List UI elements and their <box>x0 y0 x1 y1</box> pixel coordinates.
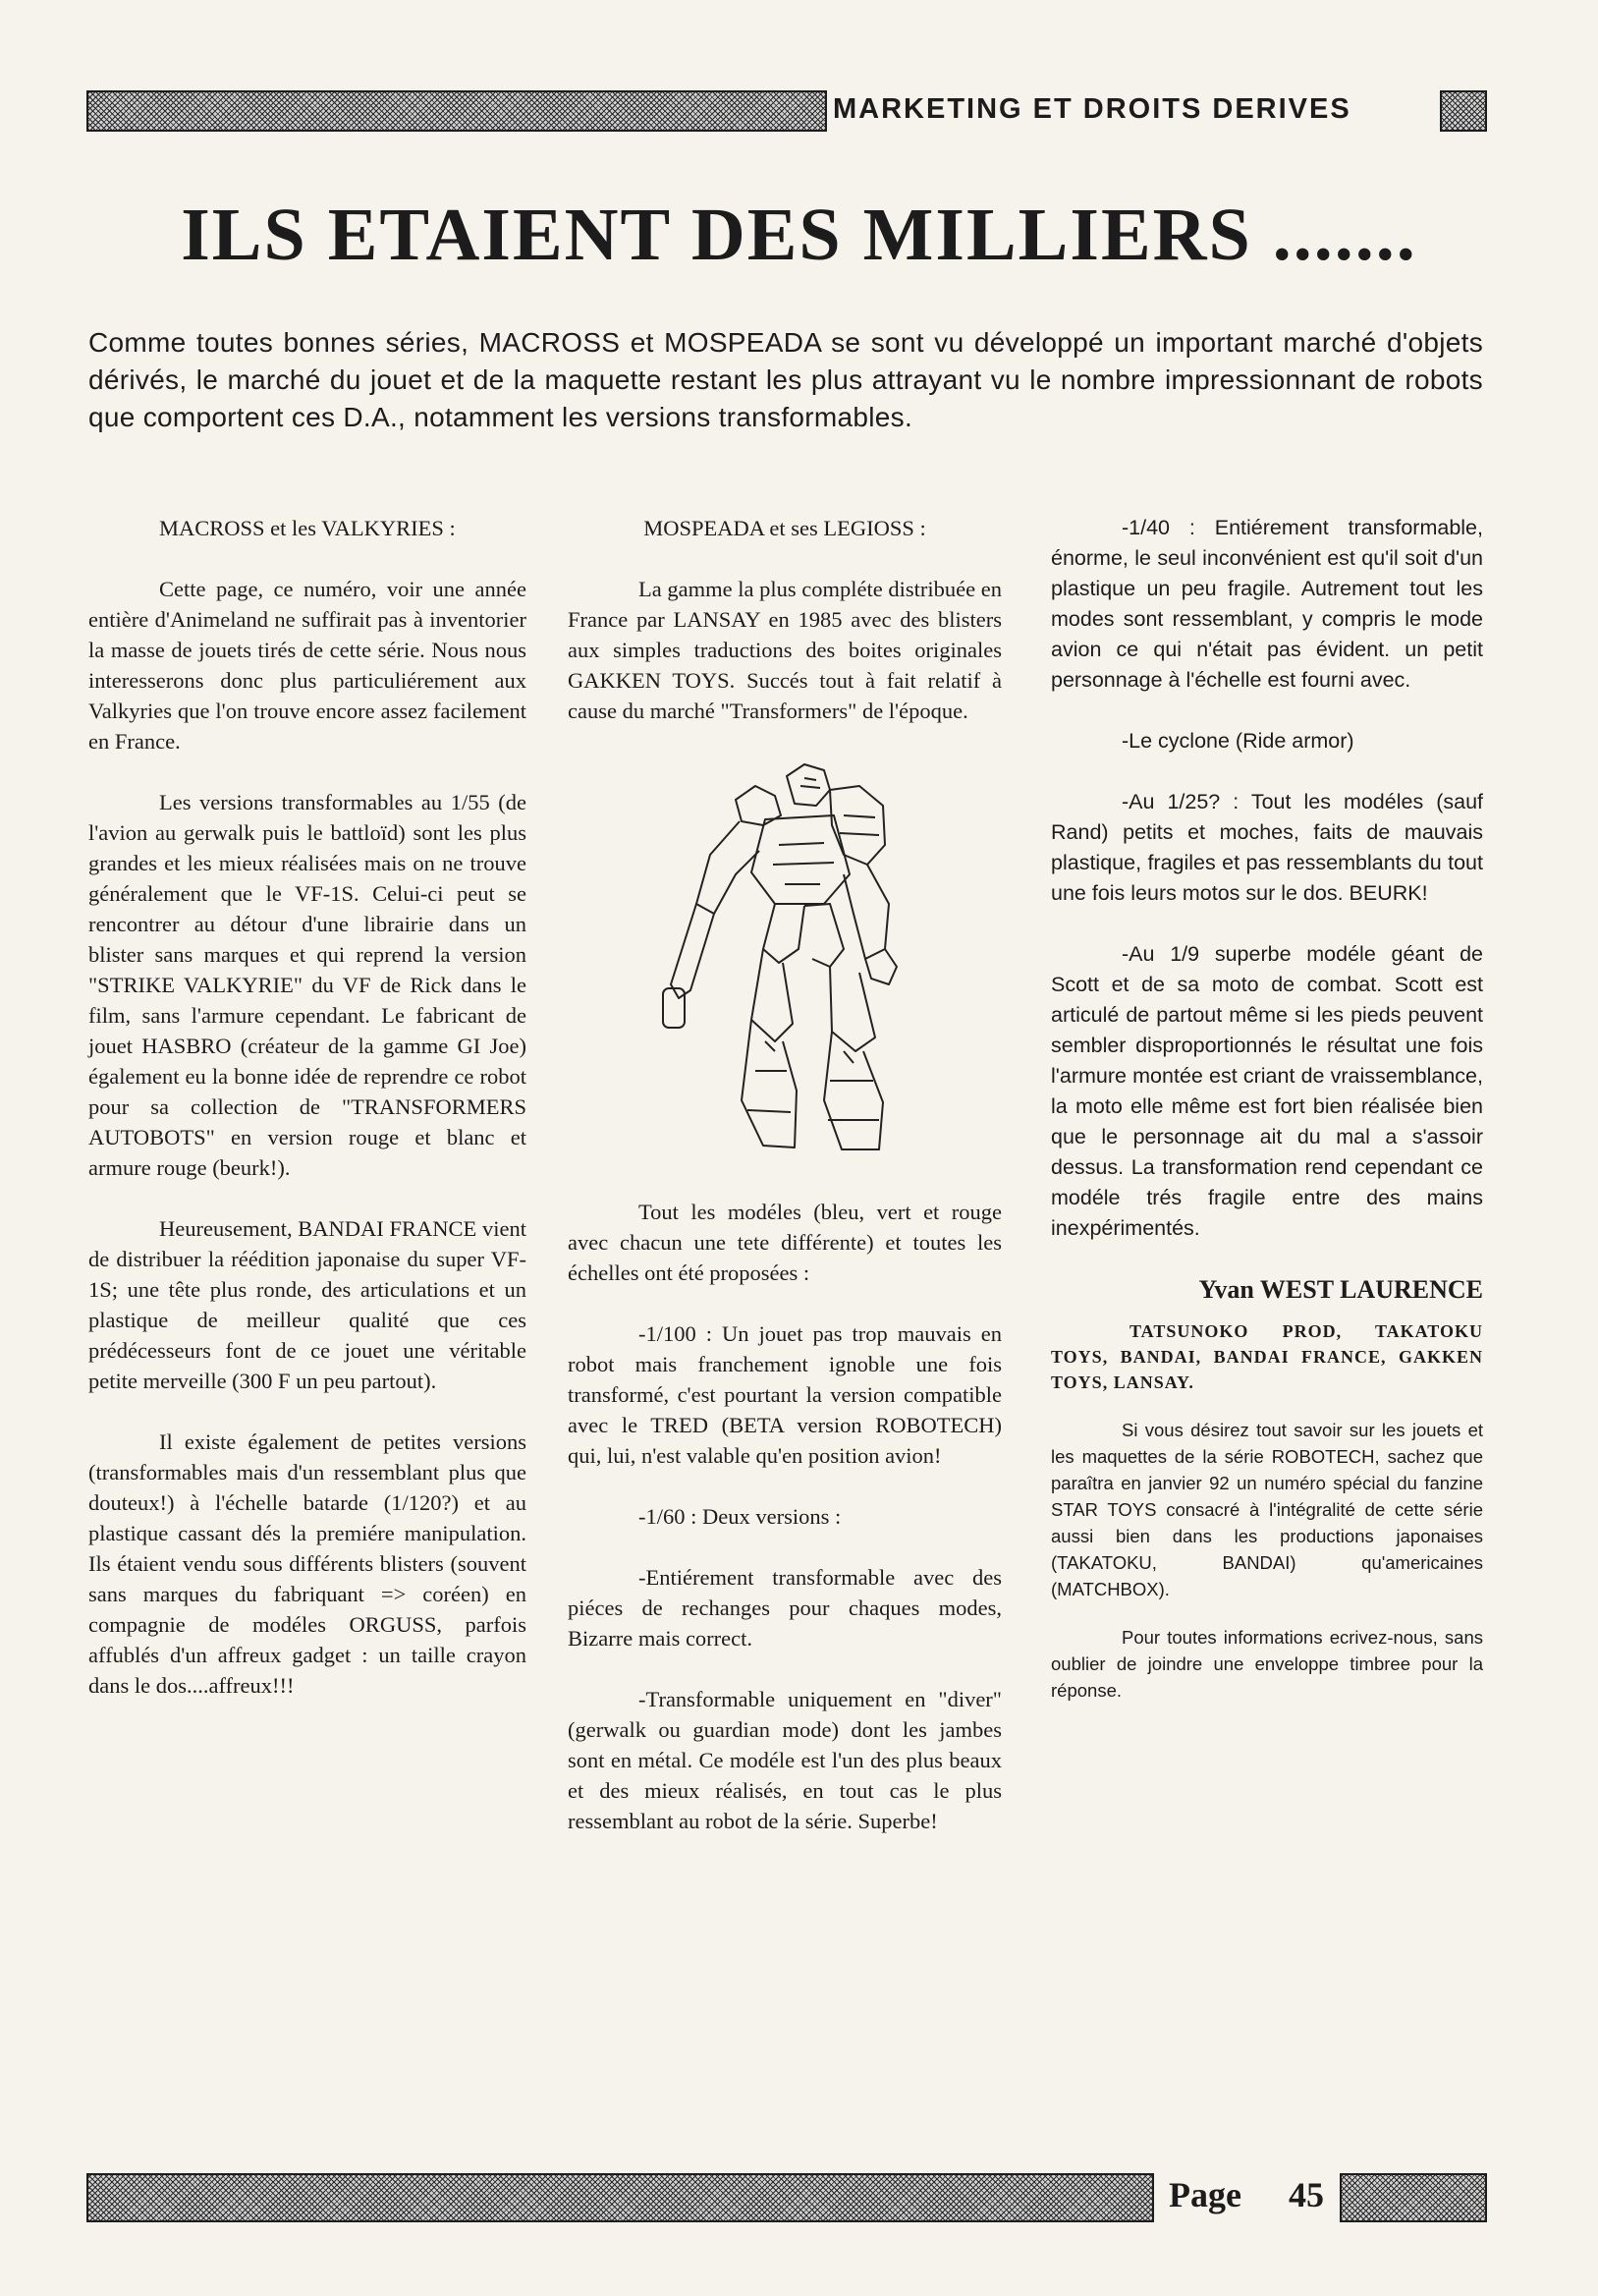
column-heading: MACROSS et les VALKYRIES : <box>159 516 456 540</box>
paragraph: -1/60 : Deux versions : <box>638 1504 842 1529</box>
page-label-text: Page <box>1169 2175 1241 2214</box>
page-headline: ILS ETAIENT DES MILLIERS ....... <box>181 194 1417 276</box>
section-title: MARKETING ET DROITS DERIVES <box>833 93 1351 125</box>
footer-hatch-bar <box>86 2173 1154 2222</box>
paragraph: Les versions transformables au 1/55 (de l'avion au gerwalk puis le battloïd) sont les plus grandes et les mieux réalisées mais on ne trouve généralement que le VF-1S. Celui-ci peut se rencontrer au détour d'une librairie dans un blister sans marques et qui reprend la version "STRIKE VALKYRIE" du VF de Rick dans le film, sans l'armure cependant. Le fabricant de jouet HASBRO (créateur de la gamme GI Joe) également eu la bonne idée de reprendre ce robot pour sa collection de "TRANSFORMERS AUTOBOTS" en version rouge et blanc et armure rouge (beurk!). <box>88 790 526 1180</box>
intro-paragraph: Comme toutes bonnes séries, MACROSS et MOSPEADA se sont vu développé un important marché d'objets dérivés, le marché du jouet et de la maquette restant les plus attrayant vu le nombre impressionnant de robots que comportent ces D.A., notamment les versions transformables. <box>88 327 1483 432</box>
paragraph: La gamme la plus compléte distribuée en France par LANSAY en 1985 avec des blisters aux simples traductions des boites originales GAKKEN TOYS. Succés tout à fait relatif à cause du marché "Transformers" de l'époque. <box>568 577 1002 723</box>
paragraph: -Au 1/25? : Tout les modéles (sauf Rand) petits et moches, faits de mauvais plastique, fragiles et pas ressemblants du tout une fois leurs motos sur le dos. BEURK! <box>1051 790 1483 905</box>
legioss-robot-illustration <box>657 756 912 1161</box>
column-heading: MOSPEADA et ses LEGIOSS : <box>643 516 926 540</box>
note-paragraph: Pour toutes informations ecrivez-nous, sans oublier de joindre une enveloppe timbree pour la réponse. <box>1051 1627 1483 1701</box>
page-number <box>1169 2171 1324 2218</box>
page-number-value: 45 <box>1288 2175 1324 2214</box>
footer-hatch-end <box>1340 2173 1487 2222</box>
paragraph: -Transformable uniquement en "diver" (gerwalk ou guardian mode) dont les jambes sont en métal. Ce modéle est l'un des plus beaux et des mieux réalisés, en tout cas le plus ressemblant au robot de la série. Superbe! <box>568 1687 1002 1833</box>
column-continued <box>1051 513 1483 1725</box>
paragraph: Il existe également de petites versions (transformables mais d'un ressemblant plus que douteux!) à l'échelle batarde (1/120?) et au plastique cassant dés la premiére manipulation. Ils étaient vendu sous différents blisters (souvent sans marques du fabriquant => coréen) en compagnie de modéles ORGUSS, parfois affublés d'un affreux gadget : un taille crayon dans le dos....affreux!!! <box>88 1429 526 1698</box>
note-paragraph: Si vous désirez tout savoir sur les jouets et les maquettes de la série ROBOTECH, sachez que paraîtra en janvier 92 un numéro spécial du fanzine STAR TOYS consacré à l'intégralité de cette série aussi bien dans les productions japonaises (TAKATOKU, BANDAI) qu'americaines (MATCHBOX). <box>1051 1420 1483 1599</box>
header-hatch-bar <box>86 90 827 132</box>
column-mospeada <box>568 513 1002 1867</box>
paragraph: -Entiérement transformable avec des piéces de rechanges pour chaques modes, Bizarre mais correct. <box>568 1565 1002 1651</box>
paragraph: -Au 1/9 superbe modéle géant de Scott et de sa moto de combat. Scott est articulé de partout même si les pieds peuvent sembler disproportionnés le résultat une fois l'armure montée est criant de vraissemblance, la moto elle même est fort bien réalisée bien que le personnage ait du mal a s'assoir dessus. La transformation rend cependant ce modéle trés fragile entre des mains inexpérimentés. <box>1051 942 1483 1240</box>
paragraph: Tout les modéles (bleu, vert et rouge avec chacun une tete différente) et toutes les échelles ont été proposées : <box>568 1200 1002 1285</box>
author-signature: Yvan WEST LAURENCE <box>1198 1275 1483 1304</box>
paragraph: -Le cyclone (Ride armor) <box>1122 729 1354 753</box>
paragraph: Cette page, ce numéro, voir une année entière d'Animeland ne suffirait pas à inventorier la masse de jouets tirés de cette série. Nous nous interesserons donc plus particuliérement aux Valkyries que l'on trouve encore assez facilement en France. <box>88 577 526 754</box>
header-hatch-end <box>1440 90 1487 132</box>
paragraph: Heureusement, BANDAI FRANCE vient de distribuer la réédition japonaise du super VF-1S; une tête plus ronde, des articulations et un plastique de meilleur qualité que ces prédécesseurs font de ce jouet une véritable petite merveille (300 F un peu partout). <box>88 1216 526 1393</box>
column-macross <box>88 513 526 1731</box>
paragraph: -1/100 : Un jouet pas trop mauvais en robot mais franchement ignoble une fois transformé, c'est pourtant la version compatible avec le TRED (BETA version ROBOTECH) qui, lui, n'est valable qu'en position avion! <box>568 1321 1002 1468</box>
credits-line: TATSUNOKO PROD, TAKATOKU TOYS, BANDAI, BANDAI FRANCE, GAKKEN TOYS, LANSAY. <box>1051 1321 1483 1392</box>
paragraph: -1/40 : Entiérement transformable, énorme, le seul inconvénient est qu'il soit d'un plastique un peu fragile. Autrement tout les modes sont ressemblant, y compris le mode avion ce qui n'était pas évident. un petit personnage à l'échelle est fourni avec. <box>1051 516 1483 692</box>
